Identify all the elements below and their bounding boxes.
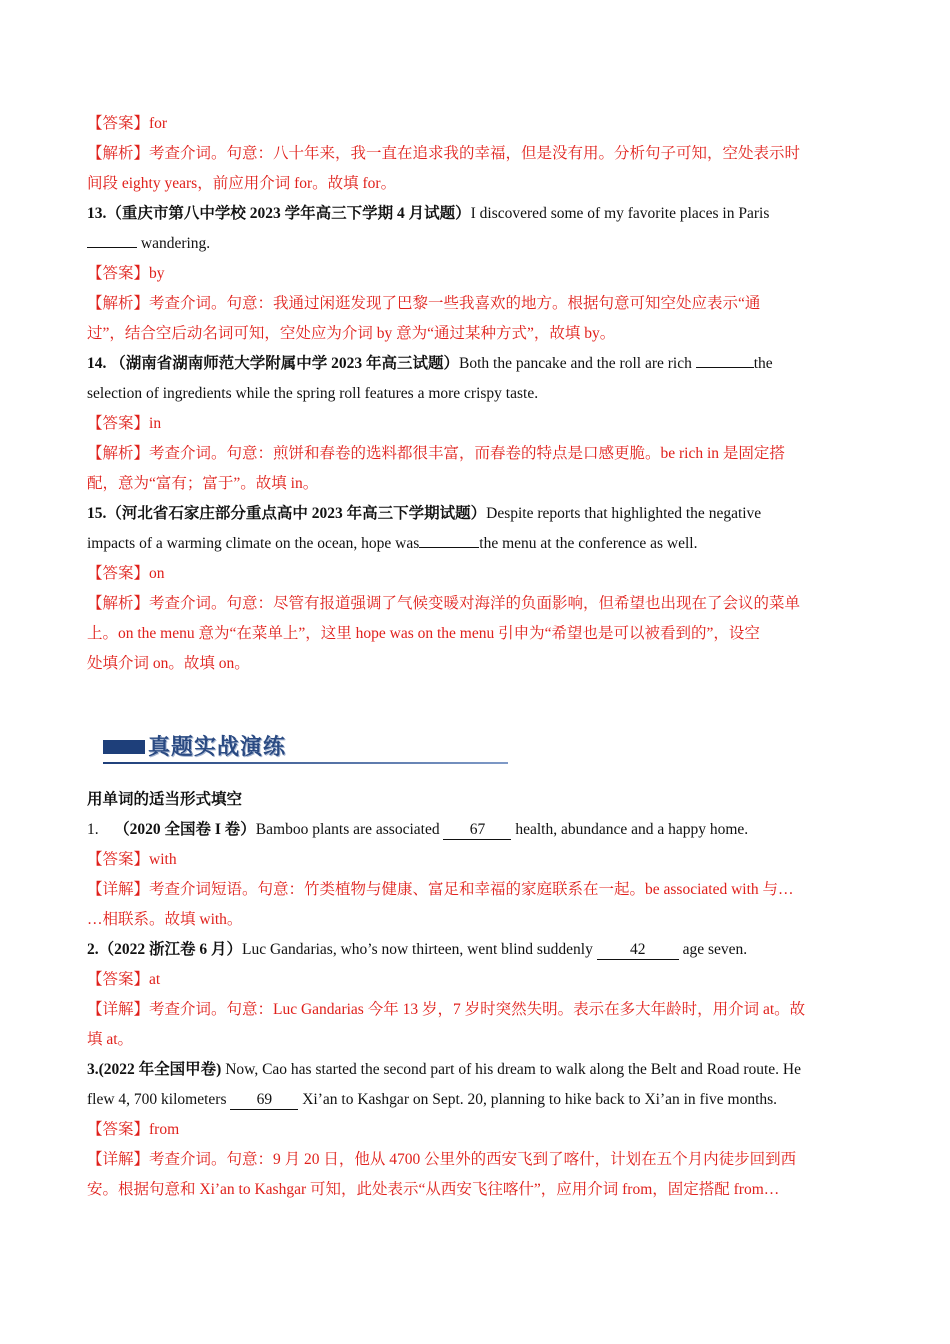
- analysis-line: 上。on the menu 意为“在菜单上”，这里 hope was on the menu 引申为“希望也是可以被看到的”，设空: [87, 625, 760, 642]
- detail-line: …相联系。故填 with。: [87, 911, 243, 928]
- document-body: [87, 109, 865, 679]
- analysis-line: 【解析】考查介词。句意：我通过闲逛发现了巴黎一些我喜欢的地方。根据句意可知空处应表示“通: [87, 295, 761, 312]
- instruction: 用单词的适当形式填空: [87, 791, 243, 808]
- question-14-cont: selection of ingredients while the spring roll features a more crispy taste.: [87, 385, 539, 402]
- detail-label: 【详解】: [87, 881, 150, 898]
- answer-line: [87, 845, 865, 875]
- question-source: （2020 全国卷 I 卷）: [114, 821, 256, 838]
- detail-label: 【详解】: [87, 1001, 150, 1018]
- answer-line: [87, 1115, 865, 1145]
- question-source: 15.（河北省石家庄部分重点高中 2023 年高三下学期试题）: [87, 505, 487, 522]
- analysis-label: 【解析】: [87, 595, 150, 612]
- answer-line: [87, 559, 865, 589]
- answer-blank: [696, 349, 754, 368]
- answer-label: 【答案】: [87, 1121, 150, 1138]
- answer-blank: [87, 229, 137, 248]
- detail-line: 填 at。: [87, 1031, 134, 1048]
- practice-body: [87, 785, 865, 1205]
- blank-number: 67: [443, 821, 511, 840]
- section-header-bar: [103, 740, 145, 754]
- answer-label: 【答案】: [87, 971, 150, 988]
- answer-value: in: [149, 415, 162, 432]
- detail-line: 安。根据句意和 Xi’an to Kashgar 可知，此处表示“从西安飞往喀什”，应用介词 from，固定搭配 from…: [87, 1181, 780, 1198]
- question-15: 15.（河北省石家庄部分重点高中 2023 年高三下学期试题）Despite reports that highlighted the negative: [87, 505, 762, 522]
- practice-question-2: 2.（2022 浙江卷 6 月）Luc Gandarias, who’s now thirteen, went blind suddenly 42 age seven.: [87, 941, 748, 958]
- analysis-label: 【解析】: [87, 445, 150, 462]
- practice-question-3-cont: flew 4, 700 kilometers 69 Xi’an to Kashgar on Sept. 20, planning to hike back to Xi’an in five months.: [87, 1091, 778, 1108]
- blank-number: 69: [230, 1091, 298, 1110]
- detail-line: 【详解】考查介词。句意：9 月 20 日，他从 4700 公里外的西安飞到了喀什，计划在五个月内徒步回到西: [87, 1151, 797, 1168]
- analysis-line: 间段 eighty years，前应用介词 for。故填 for。: [87, 175, 397, 192]
- answer-label: 【答案】: [87, 851, 150, 868]
- question-14: 14. （湖南省湖南师范大学附属中学 2023 年高三试题）Both the pancake and the roll are rich the: [87, 349, 865, 379]
- blank-number: 42: [597, 941, 679, 960]
- analysis-line: 【解析】考查介词。句意：尽管有报道强调了气候变暖对海洋的负面影响，但希望也出现在了会议的菜单: [87, 595, 801, 612]
- answer-value: with: [149, 851, 177, 868]
- analysis-label: 【解析】: [87, 295, 150, 312]
- detail-line: 【详解】考查介词短语。句意：竹类植物与健康、富足和幸福的家庭联系在一起。be associated with 与…: [87, 881, 794, 898]
- answer-label: 【答案】: [87, 415, 150, 432]
- detail-label: 【详解】: [87, 1151, 150, 1168]
- answer-label: 【答案】: [87, 115, 150, 132]
- detail-line: 【详解】考查介词。句意：Luc Gandarias 今年 13 岁，7 岁时突然失明。表示在多大年龄时，用介词 at。故: [87, 1001, 806, 1018]
- answer-blank: [419, 529, 479, 548]
- answer-line: [87, 409, 865, 439]
- section-header: [103, 734, 508, 766]
- analysis-label: 【解析】: [87, 145, 150, 162]
- question-number: 1.: [87, 821, 99, 838]
- question-source: 13.（重庆市第八中学校 2023 学年高三下学期 4 月试题）: [87, 205, 471, 222]
- answer-value: for: [149, 115, 168, 132]
- answer-value: at: [149, 971, 161, 988]
- analysis-line: 处填介词 on。故填 on。: [87, 655, 250, 672]
- section-title: 真题实战演练: [148, 735, 287, 760]
- answer-value: on: [149, 565, 165, 582]
- answer-value: from: [149, 1121, 180, 1138]
- question-13-cont: wandering.: [87, 229, 865, 259]
- answer-line: [87, 109, 865, 139]
- practice-question-1: 1. （2020 全国卷 I 卷）Bamboo plants are associated 67 health, abundance and a happy home.: [87, 821, 749, 838]
- question-13: 13.（重庆市第八中学校 2023 学年高三下学期 4 月试题）I discovered some of my favorite places in Paris: [87, 205, 770, 222]
- answer-line: [87, 965, 865, 995]
- question-source: 3.(2022 年全国甲卷): [87, 1061, 222, 1078]
- analysis-line: 配，意为“富有；富于”。故填 in。: [87, 475, 319, 492]
- analysis-line: 【解析】考查介词。句意：八十年来，我一直在追求我的幸福，但是没有用。分析句子可知，空处表示时: [87, 145, 801, 162]
- section-divider: [103, 762, 508, 764]
- question-source: 14. （湖南省湖南师范大学附属中学 2023 年高三试题）: [87, 355, 460, 372]
- answer-label: 【答案】: [87, 265, 150, 282]
- answer-value: by: [149, 265, 165, 282]
- question-source: 2.（2022 浙江卷 6 月）: [87, 941, 243, 958]
- answer-label: 【答案】: [87, 565, 150, 582]
- answer-line: [87, 259, 865, 289]
- analysis-line: 【解析】考查介词。句意：煎饼和春卷的选料都很丰富，而春卷的特点是口感更脆。be rich in 是固定搭: [87, 445, 785, 462]
- question-15-cont: impacts of a warming climate on the ocean, hope was the menu at the conference as well.: [87, 529, 865, 559]
- analysis-line: 过”，结合空后动名词可知，空处应为介词 by 意为“通过某种方式”，故填 by。: [87, 325, 616, 342]
- practice-question-3: 3.(2022 年全国甲卷) Now, Cao has started the second part of his dream to walk along the Belt and Road route. He: [87, 1061, 801, 1078]
